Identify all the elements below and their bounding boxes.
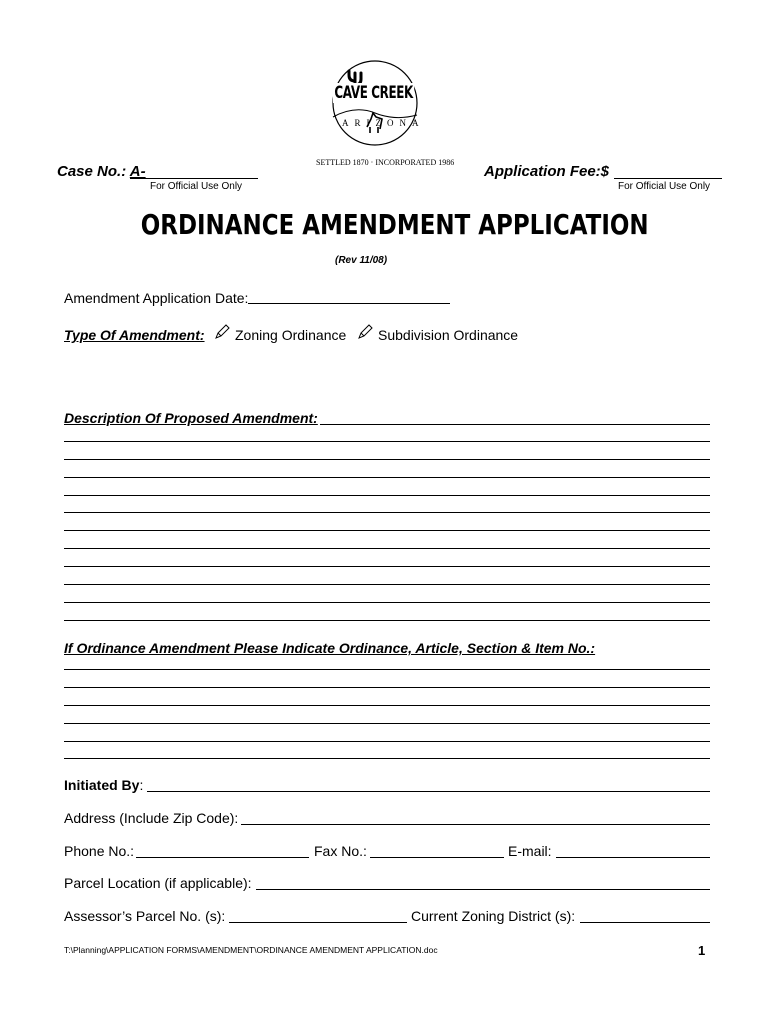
pencil-icon — [356, 323, 374, 341]
logo-settled-text: SETTLED 1870 · INCORPORATED 1986 — [316, 158, 455, 167]
description-line[interactable] — [64, 512, 710, 513]
case-number-note: For Official Use Only — [150, 181, 243, 192]
initiated-by-field[interactable] — [147, 791, 710, 792]
ordinance-reference-line[interactable] — [64, 723, 710, 724]
address-field[interactable] — [241, 824, 710, 825]
pencil-checkbox-subdivision[interactable] — [356, 323, 374, 343]
page-number: 1 — [698, 943, 706, 958]
pencil-checkbox-zoning[interactable] — [213, 323, 231, 343]
initiated-by-label — [64, 777, 143, 793]
case-number-field[interactable] — [130, 178, 258, 179]
description-line[interactable] — [64, 548, 710, 549]
case-number-label-text: Case No.: — [57, 163, 130, 180]
parcel-location-field[interactable] — [256, 889, 710, 890]
fax-field[interactable] — [370, 857, 504, 858]
pencil-icon — [213, 323, 231, 341]
email-field[interactable] — [556, 857, 710, 858]
address-label: Address (Include Zip Code): — [64, 810, 239, 826]
parcel-location-label: Parcel Location (if applicable): — [64, 875, 252, 891]
zoning-district-field[interactable] — [580, 922, 710, 923]
revision-label: (Rev 11/08) — [335, 255, 388, 266]
description-label: Description Of Proposed Amendment: — [64, 410, 318, 426]
ordinance-reference-line[interactable] — [64, 741, 710, 742]
assessor-parcel-label: Assessor’s Parcel No. (s): — [64, 908, 226, 924]
option-subdivision-ordinance: Subdivision Ordinance — [378, 327, 519, 343]
description-line[interactable] — [320, 424, 710, 425]
fax-label: Fax No.: — [314, 843, 367, 859]
ordinance-reference-line[interactable] — [64, 758, 710, 759]
application-fee-note: For Official Use Only — [618, 181, 711, 192]
description-line[interactable] — [64, 602, 710, 603]
ordinance-reference-line[interactable] — [64, 669, 710, 670]
application-fee-label: Application Fee:$ — [484, 163, 610, 180]
description-line[interactable] — [64, 441, 710, 442]
description-line[interactable] — [64, 477, 710, 478]
description-line[interactable] — [64, 530, 710, 531]
application-date-label: Amendment Application Date: — [64, 290, 249, 306]
amendment-type-label: Type Of Amendment: — [64, 327, 205, 343]
description-line[interactable] — [64, 584, 710, 585]
description-line[interactable] — [64, 620, 710, 621]
form-title-wrap — [85, 208, 685, 241]
description-line[interactable] — [64, 459, 710, 460]
logo-town-name: CAVE CREEK — [334, 83, 413, 103]
document-path: T:\Planning\APPLICATION FORMS\AMENDMENT\ORDINANCE AMENDMENT APPLICATION.doc — [64, 945, 438, 955]
ordinance-reference-line[interactable] — [64, 687, 710, 688]
description-line[interactable] — [64, 566, 710, 567]
phone-label: Phone No.: — [64, 843, 135, 859]
description-line[interactable] — [64, 495, 710, 496]
zoning-district-label: Current Zoning District (s): — [411, 908, 576, 924]
option-zoning-ordinance: Zoning Ordinance — [235, 327, 347, 343]
ordinance-reference-label: If Ordinance Amendment Please Indicate Ordinance, Article, Section & Item No.: — [64, 640, 596, 656]
application-fee-field[interactable] — [614, 178, 722, 179]
initiated-by-text: Initiated By — [64, 777, 140, 793]
case-number-prefix: A- — [129, 163, 146, 180]
logo-state-name: ARIZONA — [342, 118, 425, 128]
email-label: E-mail: — [508, 843, 552, 859]
assessor-parcel-field[interactable] — [229, 922, 407, 923]
town-logo — [325, 55, 425, 155]
phone-field[interactable] — [136, 857, 309, 858]
form-title: ORDINANCE AMENDMENT APPLICATION — [140, 208, 649, 241]
application-date-field[interactable] — [248, 303, 450, 304]
ordinance-reference-line[interactable] — [64, 705, 710, 706]
initiated-by-colon: : — [139, 777, 144, 793]
